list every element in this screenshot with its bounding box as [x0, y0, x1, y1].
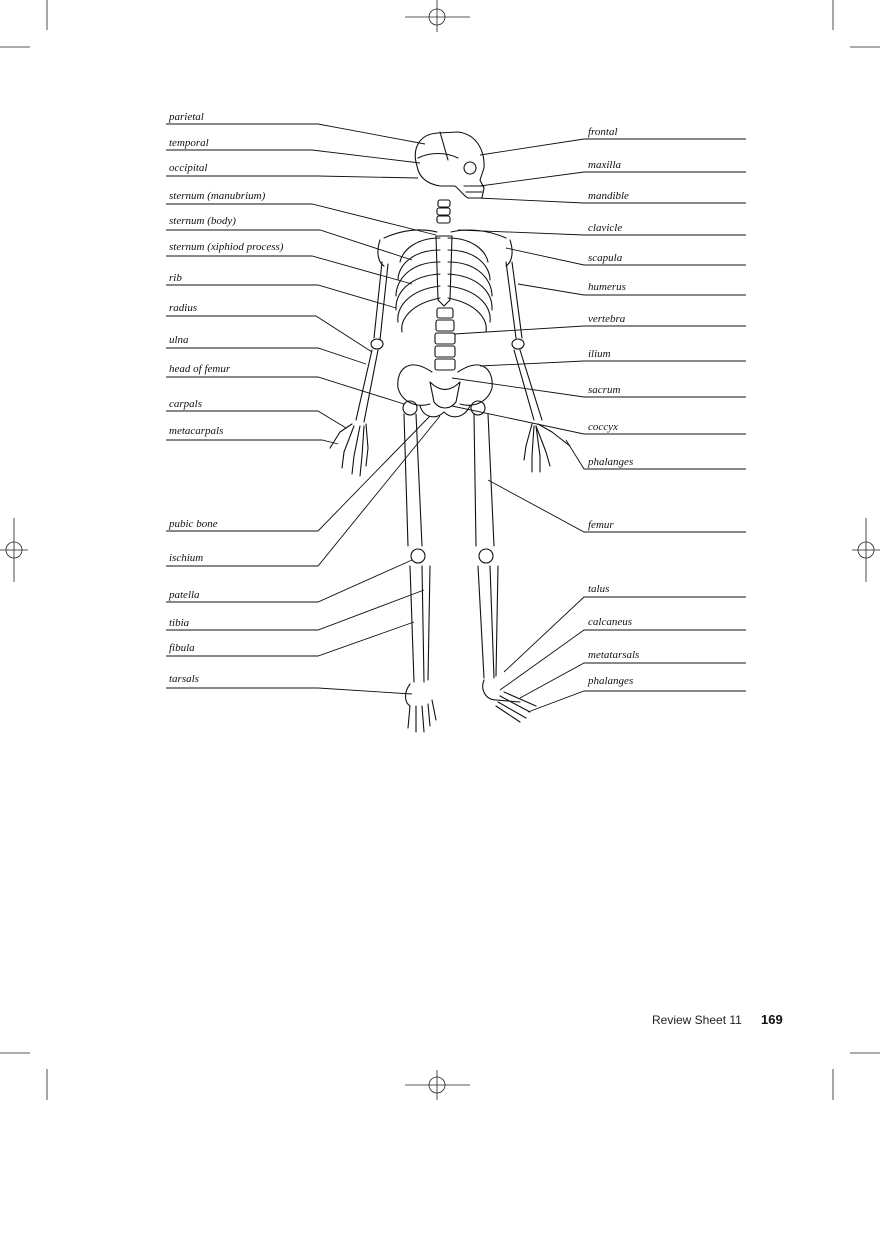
label-ulna: ulna: [169, 334, 189, 346]
label-ischium: ischium: [169, 552, 204, 564]
footer-section-title: Review Sheet 11: [652, 1013, 742, 1027]
pelvis: [398, 365, 492, 417]
right-arm: [506, 262, 570, 472]
skull: [415, 132, 484, 198]
page-number: 169: [761, 1012, 783, 1027]
label-sternum-body: sternum (body): [169, 215, 236, 227]
label-femur: femur: [588, 519, 614, 531]
label-rib: rib: [169, 272, 182, 284]
label-vertebra: vertebra: [588, 313, 626, 325]
label-tibia: tibia: [169, 617, 190, 629]
lumbar-spine: [435, 308, 455, 370]
leader-lines: [166, 124, 746, 712]
label-temporal: temporal: [169, 137, 209, 149]
left-arm: [330, 262, 388, 476]
cervical-spine: [437, 200, 450, 223]
label-carpals: carpals: [169, 398, 202, 410]
label-calcaneus: calcaneus: [588, 616, 632, 628]
label-sacrum: sacrum: [588, 384, 621, 396]
label-tarsals: tarsals: [169, 673, 199, 685]
label-phalanges-hand: phalanges: [588, 456, 634, 468]
shoulder-girdle: [378, 230, 512, 266]
label-mandible: mandible: [588, 190, 629, 202]
label-coccyx: coccyx: [588, 421, 618, 433]
label-parietal: parietal: [169, 111, 204, 123]
label-ilium: ilium: [588, 348, 611, 360]
label-scapula: scapula: [588, 252, 623, 264]
skeleton-figure: [330, 132, 570, 732]
label-fibula: fibula: [169, 642, 195, 654]
label-maxilla: maxilla: [588, 159, 621, 171]
label-frontal: frontal: [588, 126, 618, 138]
label-sternum-xiphoid: sternum (xiphiod process): [169, 241, 284, 253]
left-leg: [403, 401, 436, 732]
label-humerus: humerus: [588, 281, 626, 293]
label-pubic-bone: pubic bone: [169, 518, 218, 530]
label-radius: radius: [169, 302, 198, 314]
label-metacarpals: metacarpals: [169, 425, 224, 437]
label-talus: talus: [588, 583, 610, 595]
right-leg: [471, 401, 536, 722]
label-phalanges-foot: phalanges: [588, 675, 634, 687]
label-clavicle: clavicle: [588, 222, 623, 234]
label-occipital: occipital: [169, 162, 208, 174]
label-patella: patella: [169, 589, 200, 601]
label-head-of-femur: head of femur: [169, 363, 231, 375]
label-sternum-manubrium: sternum (manubrium): [169, 190, 266, 202]
label-metatarsals: metatarsals: [588, 649, 640, 661]
